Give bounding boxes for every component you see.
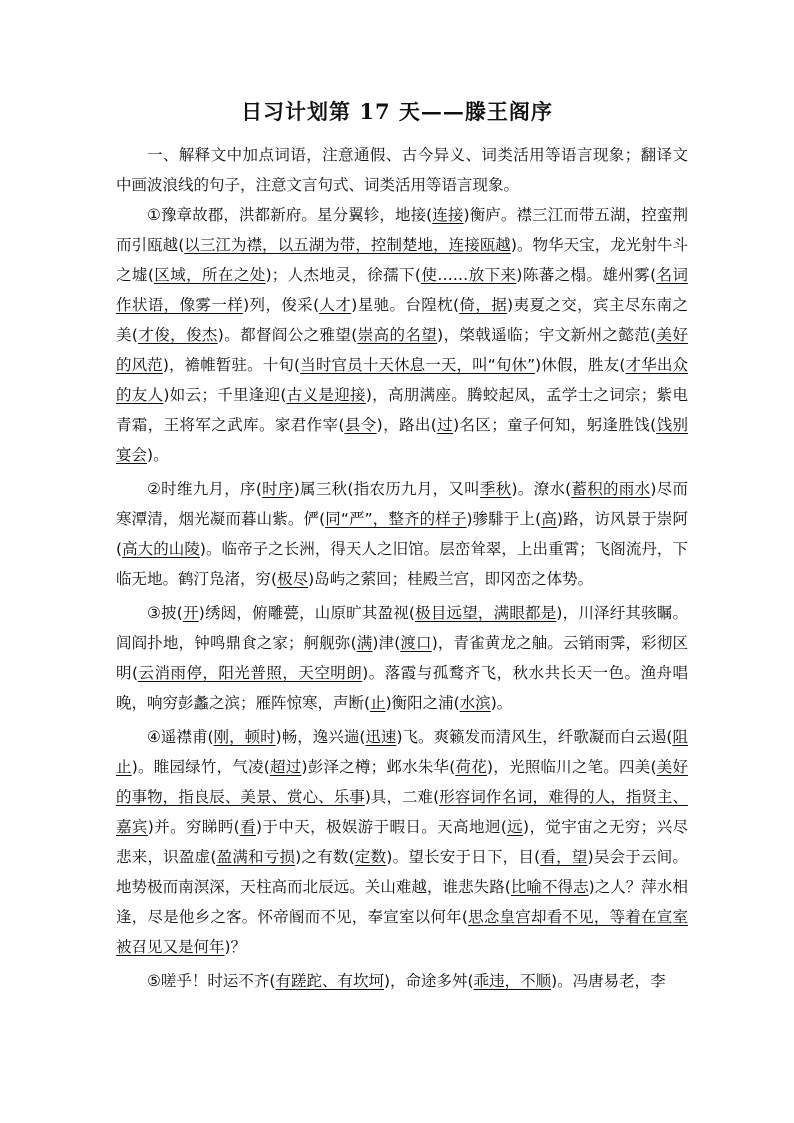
text-paragraph	[116, 966, 688, 996]
annotation-text: 区域，所在之处	[153, 266, 266, 284]
document-body	[116, 140, 688, 1000]
annotation-text: 刚，顿时	[213, 728, 276, 746]
text-paragraph	[116, 474, 688, 594]
annotation-text: 美好的事物，指良辰、美景、赏心、乐事	[116, 758, 688, 806]
annotation-text: 以三江为襟，以五湖为带，控制楚地，连接瓯越	[184, 236, 511, 254]
text-paragraph	[116, 598, 688, 718]
body-text: )属三秋(指农历九月，又叫	[293, 480, 480, 498]
body-text: )星驰。台隍枕(	[351, 296, 460, 314]
annotation-text: 形容词作名词，难得的人，指贤主、嘉宾	[116, 788, 688, 836]
body-text: )，高朋满座。腾蛟起凤，孟学士之词宗；紫电青霜，王将军之武库。家君作宰(	[116, 386, 688, 434]
body-text: )名区；童子何知，躬逢胜饯(	[453, 416, 657, 434]
body-text: ④遥襟甫(	[147, 728, 214, 746]
body-text: )飞。爽籁发而清风生，纤歌凝而白云遏(	[396, 728, 673, 746]
annotation-text: 乖违，不顺	[473, 972, 552, 990]
annotation-text: 看	[239, 818, 256, 836]
annotation-text: 高大的山陵	[122, 540, 200, 558]
annotation-text: 当时官员十天休息一天，叫“旬休”	[300, 356, 536, 374]
annotation-text: 季秋	[479, 480, 512, 498]
annotation-text: 看，望	[540, 848, 588, 866]
annotation-text: 定数	[354, 848, 387, 866]
annotation-text: 使……放下来	[420, 266, 517, 284]
annotation-text: 连接	[432, 206, 464, 224]
instruction-text: 一、解释文中加点词语，注意通假、古今异义、词类活用等语言现象；翻译文中画波浪线的句子，注意文言句式、词类活用等语言现象。	[116, 146, 688, 194]
body-text: )夷夏之交，宾主尽东南之美(	[116, 296, 688, 344]
body-text: )。都督阎公之雅望(	[217, 326, 358, 344]
body-text: )吴会于云间。地势极而南溟深，天柱高而北辰远。关山难越，谁悲失路(	[116, 848, 688, 896]
annotation-text: 有蹉跎、有坎坷	[275, 972, 384, 990]
body-text: )如云；千里逢迎(	[163, 386, 287, 404]
body-text: )。物华天宝，龙光射牛斗之墟(	[116, 236, 688, 284]
annotation-text: 超过	[269, 758, 302, 776]
body-text: )，命途多舛(	[383, 972, 474, 990]
annotation-text: 极目远望，满眼都是	[414, 604, 557, 622]
body-text: )？	[224, 938, 247, 956]
annotation-text: 止	[370, 694, 386, 712]
annotation-text: 美好的风范	[116, 326, 688, 374]
body-text: )并。穷睇眄(	[147, 818, 240, 836]
annotation-text: 迅速	[365, 728, 397, 746]
body-text: )，棨戟遥临；宇文新州之懿范(	[437, 326, 657, 344]
annotation-text: 倚，据	[459, 296, 508, 314]
annotation-text: 崇高的名望	[357, 326, 438, 344]
page-title: 日习计划第 17 天——滕王阁序	[241, 99, 553, 124]
body-text: )。	[490, 694, 513, 712]
body-text: )；人杰地灵，徐孺下(	[265, 266, 421, 284]
annotation-text: 县令	[344, 416, 377, 434]
annotation-text: 名词作状语，像雾一样	[116, 266, 688, 314]
body-text: )尽而寒潭清，烟光凝而暮山紫。俨(	[116, 480, 688, 528]
body-text: ⑤嗟乎！时运不齐(	[147, 972, 276, 990]
body-text: )。冯唐易老，李	[551, 972, 666, 990]
body-text: )，襜帷暂驻。十旬(	[162, 356, 301, 374]
body-text: )于中天，极娱游于暇日。天高地迥(	[255, 818, 507, 836]
body-text: )彭泽之樽；邺水朱华(	[301, 758, 456, 776]
annotation-text: 比喻不得志	[510, 878, 589, 896]
body-text: )岛屿之萦回；桂殿兰宫，即冈峦之体势。	[308, 570, 594, 588]
annotation-text: 水滨	[459, 694, 491, 712]
body-text: )，光照临川之笔。四美(	[486, 758, 657, 776]
body-text: )。落霞与孤鹜齐飞，秋水共长天一色。渔舟唱晚，响穷彭蠡之滨；雁阵惊寒，声断(	[116, 664, 688, 712]
annotation-text: 极尽	[277, 570, 309, 588]
body-text: )，觉宇宙之无穷；兴尽悲来，识盈虚(	[116, 818, 688, 866]
annotation-text: 才华出众的友人	[116, 356, 688, 404]
body-text: )之有数(	[295, 848, 355, 866]
text-paragraph	[116, 200, 688, 470]
annotation-text: 开	[182, 604, 199, 622]
body-text: )衡阳之浦(	[385, 694, 460, 712]
body-text: )列，俊采(	[243, 296, 320, 314]
body-text: )，川泽纡其骇瞩。闾阎扑地，钟鸣鼎食之家；舸舰弥(	[116, 604, 688, 652]
body-text: )。	[147, 446, 169, 464]
body-text: )休假，胜友(	[535, 356, 626, 374]
body-text: ②时维九月，序(	[147, 480, 262, 498]
annotation-text: 饯别宴会	[116, 416, 688, 464]
annotation-text: 荷花	[455, 758, 487, 776]
body-text: ①豫章故郡，洪都新府。星分翼轸，地接(	[147, 206, 433, 224]
annotation-text: 盈满和亏损	[216, 848, 296, 866]
annotation-text: 渡口	[400, 634, 432, 652]
annotation-text: 蓄积的雨水	[571, 480, 651, 498]
body-text: )津(	[372, 634, 401, 652]
annotation-text: 高	[541, 510, 557, 528]
body-text: )衡庐。襟三江而带五湖，控蛮荆而引瓯越(	[116, 206, 688, 254]
body-text: )骖騑于上(	[466, 510, 542, 528]
body-text: )之人？萍水相逢，尽是他乡之客。怀帝阍而不见，奉宣室以何年(	[116, 878, 688, 926]
annotation-text: 过	[436, 416, 454, 434]
body-text: ③披(	[147, 604, 183, 622]
body-text: )具，二难(	[364, 788, 440, 806]
body-text: )。临帝子之长洲，得天人之旧馆。层峦耸翠，上出重霄；飞阁流丹，下临无地。鹤汀凫渚，穷(	[116, 540, 688, 588]
body-text: )，青雀黄龙之舳。云销雨霁，彩彻区明(	[116, 634, 688, 682]
body-text: )绣闼，俯雕甍，山原旷其盈视(	[198, 604, 415, 622]
body-text: )，路出(	[376, 416, 437, 434]
body-text: )路，访风景于崇阿(	[116, 510, 688, 558]
annotation-text: 阻止	[116, 728, 688, 776]
text-paragraph	[116, 722, 688, 962]
annotation-text: 古义是迎接	[286, 386, 366, 404]
body-text: )。望长安于日下，目(	[386, 848, 541, 866]
annotation-text: 人才	[319, 296, 352, 314]
annotation-text: 满	[356, 634, 373, 652]
body-text: )。潦水(	[511, 480, 572, 498]
annotation-text: 同“严”，整齐的样子	[325, 510, 467, 528]
body-text: )。睢园绿竹，气凌(	[131, 758, 270, 776]
body-text: )陈蕃之榻。雄州雾(	[516, 266, 657, 284]
body-text: )畅，逸兴遄(	[275, 728, 366, 746]
annotation-text: 才俊，俊杰	[137, 326, 218, 344]
annotation-text: 时序	[261, 480, 294, 498]
annotation-text: 思念皇宫却看不见，等着在宣室被召见又是何年	[116, 908, 688, 956]
annotation-text: 远	[506, 818, 524, 836]
annotation-text: 云消雨停，阳光普照，天空明朗	[138, 664, 363, 682]
